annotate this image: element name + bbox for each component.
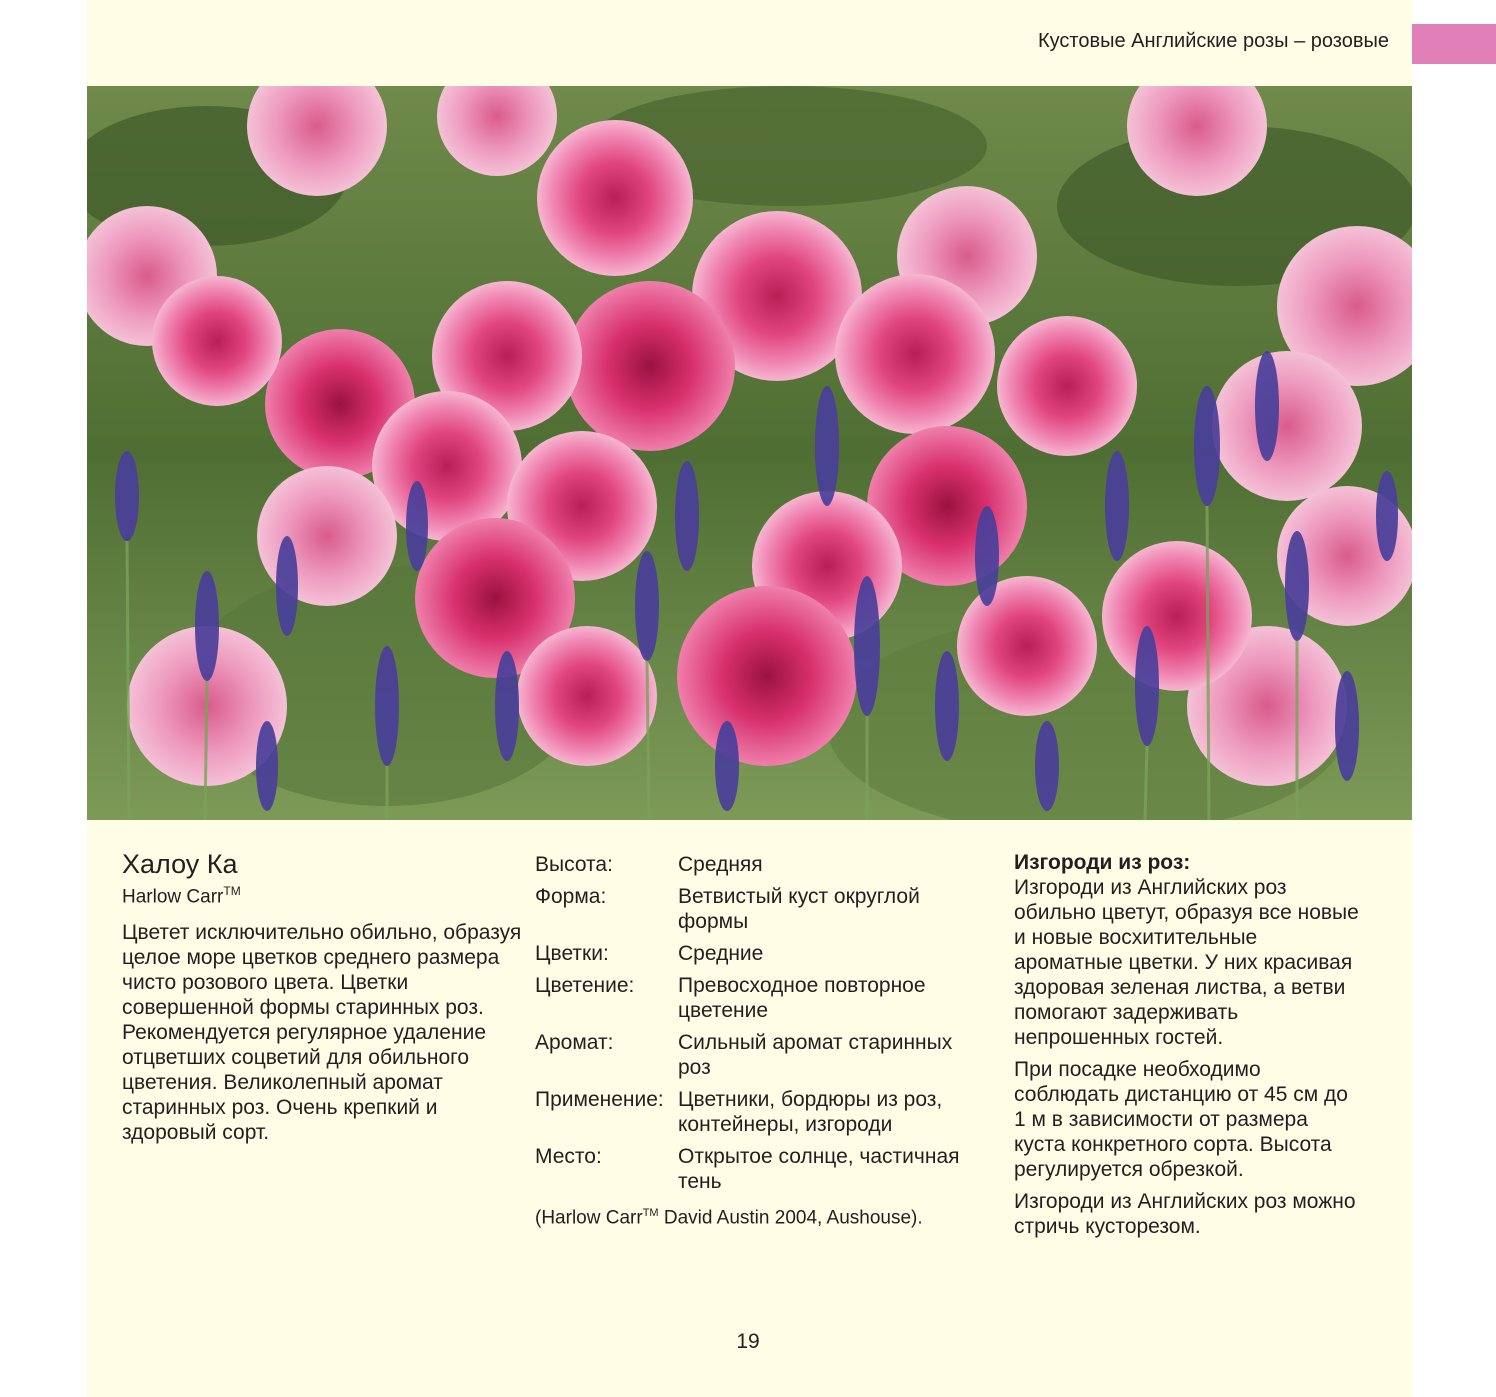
spec-value: Средние: [678, 942, 764, 965]
rose-description-column: [122, 848, 522, 1145]
spec-row-blooming: [535, 973, 965, 1023]
spec-label: Применение:: [535, 1088, 664, 1111]
trademark-mark: TM: [223, 884, 241, 898]
spec-label: Место:: [535, 1145, 602, 1168]
page-number: 19: [736, 1330, 760, 1353]
hedges-column: [1014, 850, 1364, 1246]
spec-value: Превосходное повторное цветение: [678, 974, 926, 1022]
photo-illustration: [87, 86, 1412, 820]
spec-row-aroma: [535, 1030, 965, 1080]
spec-row-height: [535, 852, 965, 877]
rose-description: Цветет исключительно обильно, образуя целое море цветков среднего размера чисто розового цвета. Цветки совершенной формы старинных роз. Рекомендуется регулярное удаление отцветших соцветий для обильного цветения. Великолепный аромат старинных роз. Очень крепкий и здоровый сорт.: [122, 921, 522, 1145]
credit-rest: David Austin 2004, Aushouse).: [658, 1207, 923, 1229]
pink-roses-and-lavender-photo: [87, 86, 1412, 820]
spec-row-flowers: [535, 941, 965, 966]
latin-name-text: Harlow Carr: [122, 886, 224, 908]
section-header: Кустовые Английские розы – розовые: [1037, 30, 1389, 52]
rose-latin-name: [122, 880, 522, 908]
spec-value: Открытое солнце, частичная тень: [678, 1145, 960, 1193]
spec-label: Цветки:: [535, 942, 609, 965]
spec-label: Цветение:: [535, 974, 635, 997]
spec-row-location: [535, 1144, 965, 1194]
rose-name: Халоу Ка: [122, 849, 238, 879]
spec-value: Сильный аромат старинных роз: [678, 1031, 953, 1079]
credit-open: (Harlow Carr: [535, 1207, 643, 1229]
section-color-tab: [1412, 24, 1496, 64]
hedges-paragraph: При посадке необходимо соблюдать дистанцию от 45 см до 1 м в зависимости от размера куста конкретного сорта. Высота регулируется обрезкой.: [1014, 1058, 1348, 1181]
credit-trademark: TM: [642, 1207, 659, 1219]
hedges-paragraph: Изгороди из Английских роз можно стричь кусторезом.: [1014, 1190, 1356, 1238]
breeder-credit: [535, 1201, 965, 1230]
spec-label: Форма:: [535, 885, 607, 908]
hedges-paragraph: Изгороди из Английских роз обильно цветут, образуя все новые и новые восхитительные ароматные цветки. У них красивая здоровая зеленая листва, а ветви помогают задерживать непрошенных гостей.: [1014, 876, 1359, 1049]
spec-value: Ветвистый куст округлой формы: [678, 885, 920, 933]
spec-label: Высота:: [535, 853, 613, 876]
spec-row-shape: [535, 884, 965, 934]
spec-row-usage: [535, 1087, 965, 1137]
spec-label: Аромат:: [535, 1031, 614, 1054]
spec-value: Средняя: [678, 853, 763, 876]
spec-value: Цветники, бордюры из роз, контейнеры, изгороди: [678, 1088, 943, 1136]
rose-specs-table: [535, 852, 965, 1230]
hedges-heading: Изгороди из роз:: [1014, 851, 1191, 874]
